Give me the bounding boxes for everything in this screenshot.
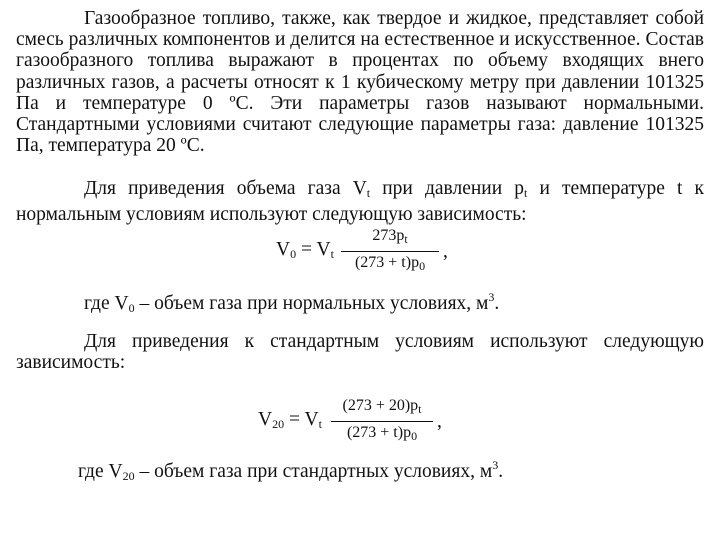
- formula1-fraction-bar: [341, 251, 439, 252]
- formula2-numerator: $(273 + 20)p_t$: [342, 397, 422, 416]
- formula1-explanation: где $V_0$ – объем газа при нормальных условиях, $м^3$.: [84, 290, 500, 315]
- formula2-denominator: $(273 + t)p_0$: [346, 424, 418, 443]
- formula1-numerator: $273p_t$: [372, 227, 408, 246]
- formula2-fraction-bar: [331, 421, 433, 422]
- formula1-denominator: $(273 + t)p_0$: [354, 254, 426, 273]
- document-page: Газообразное топливо, также, как твердое и жидкое, представляет собой смесь различных компонентов и делится на естественное и искусственное. Состав газообразного топлива выражают в процентах по объему входящих внего различных газов, а расчеты относят к 1 кубическому метру при давлении 101325 Па и температуре 0 ºС. Эти параметры газов называют нормальными. Стандартными условиями считают следующие параметры газа: давление 101325 Па, температура 20 ºС. Для приведения объема газа $V_t$ при давлении $p_t$ и температуре t к нормальным условиям используют следующую зависимость: $V_0 = V_t$ $273p_t$ $(273 + t)p_0$ , где $V_0$ – объем газа при нормальных условиях, $м^3$. Для приведения к стандартным условиям используют следующую зависимость: $V_{20} = V_t$ $(273 + 20)p_t$ $(273 + t)p_0$ , где $V_{20}$ – объем газа при стандартных условиях, $м^3$.: [0, 0, 720, 540]
- paragraph-normal-conditions-intro: Для приведения объема газа $V_t$ при давлении $p_t$ и температуре t к нормальным условиям используют следующую зависимость:: [16, 178, 704, 226]
- formula2-explanation: где $V_{20}$ – объем газа при стандартных условиях, $м^3$.: [78, 458, 504, 483]
- paragraph-gaseous-fuel: Газообразное топливо, также, как твердое и жидкое, представляет собой смесь различных компонентов и делится на естественное и искусственное. Состав газообразного топлива выражают в процентах по объему входящих внего различных газов, а расчеты относят к 1 кубическому метру при давлении 101325 Па и температуре 0 ºС. Эти параметры газов называют нормальными. Стандартными условиями считают следующие параметры газа: давление 101325 Па, температура 20 ºС.: [16, 8, 704, 157]
- paragraph-standard-conditions-intro: Для приведения к стандартным условиям используют следующую зависимость:: [16, 331, 704, 374]
